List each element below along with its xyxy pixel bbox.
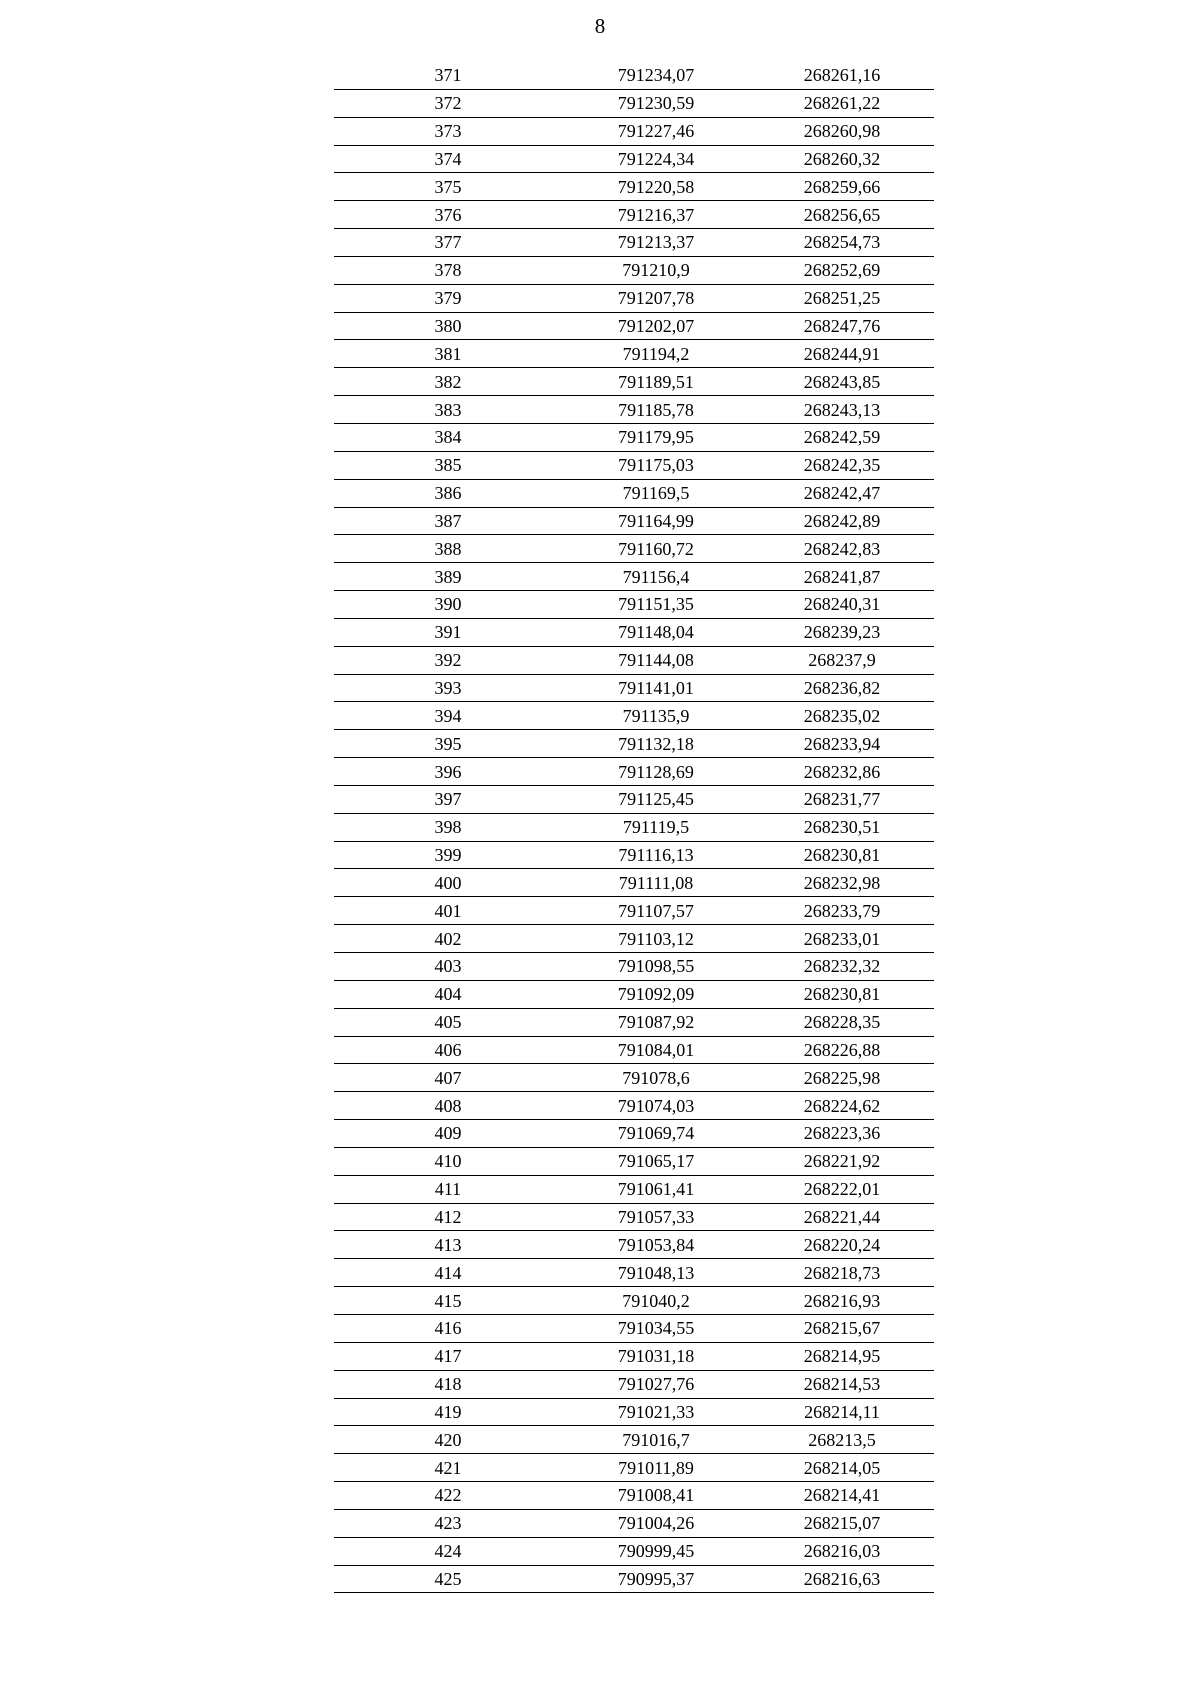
x-coordinate-cell: 791164,99 [562, 507, 750, 535]
table-row [334, 1008, 934, 1036]
table-row [334, 897, 934, 925]
point-number-cell: 421 [334, 1454, 562, 1482]
table-row [334, 618, 934, 646]
table-row [334, 1565, 934, 1593]
y-coordinate-cell: 268221,92 [750, 1147, 934, 1175]
y-coordinate-cell: 268235,02 [750, 702, 934, 730]
x-coordinate-cell: 791156,4 [562, 563, 750, 591]
table-row [334, 1426, 934, 1454]
table-row [334, 1231, 934, 1259]
point-number-cell: 379 [334, 284, 562, 312]
x-coordinate-cell: 791194,2 [562, 340, 750, 368]
point-number-cell: 388 [334, 535, 562, 563]
table-row [334, 1175, 934, 1203]
y-coordinate-cell: 268247,76 [750, 312, 934, 340]
x-coordinate-cell: 791004,26 [562, 1509, 750, 1537]
y-coordinate-cell: 268213,5 [750, 1426, 934, 1454]
y-coordinate-cell: 268230,51 [750, 813, 934, 841]
point-number-cell: 396 [334, 758, 562, 786]
point-number-cell: 408 [334, 1092, 562, 1120]
y-coordinate-cell: 268260,98 [750, 117, 934, 145]
x-coordinate-cell: 791189,51 [562, 368, 750, 396]
y-coordinate-cell: 268214,95 [750, 1342, 934, 1370]
x-coordinate-cell: 791057,33 [562, 1203, 750, 1231]
x-coordinate-cell: 791098,55 [562, 953, 750, 981]
table-row [334, 340, 934, 368]
y-coordinate-cell: 268214,53 [750, 1370, 934, 1398]
x-coordinate-cell: 791144,08 [562, 646, 750, 674]
point-number-cell: 376 [334, 201, 562, 229]
y-coordinate-cell: 268216,93 [750, 1287, 934, 1315]
y-coordinate-cell: 268232,98 [750, 869, 934, 897]
table-row [334, 423, 934, 451]
x-coordinate-cell: 791103,12 [562, 925, 750, 953]
x-coordinate-cell: 791087,92 [562, 1008, 750, 1036]
y-coordinate-cell: 268220,24 [750, 1231, 934, 1259]
point-number-cell: 373 [334, 117, 562, 145]
y-coordinate-cell: 268242,59 [750, 423, 934, 451]
x-coordinate-cell: 791092,09 [562, 980, 750, 1008]
table-row [334, 89, 934, 117]
table-row [334, 256, 934, 284]
table-row [334, 1036, 934, 1064]
y-coordinate-cell: 268216,63 [750, 1565, 934, 1593]
y-coordinate-cell: 268244,91 [750, 340, 934, 368]
x-coordinate-cell: 791040,2 [562, 1287, 750, 1315]
point-number-cell: 404 [334, 980, 562, 1008]
table-row [334, 758, 934, 786]
table-row [334, 1287, 934, 1315]
y-coordinate-cell: 268252,69 [750, 256, 934, 284]
point-number-cell: 417 [334, 1342, 562, 1370]
table-row [334, 173, 934, 201]
x-coordinate-cell: 791227,46 [562, 117, 750, 145]
point-number-cell: 419 [334, 1398, 562, 1426]
x-coordinate-cell: 791210,9 [562, 256, 750, 284]
point-number-cell: 411 [334, 1175, 562, 1203]
x-coordinate-cell: 791128,69 [562, 758, 750, 786]
y-coordinate-cell: 268232,32 [750, 953, 934, 981]
y-coordinate-cell: 268237,9 [750, 646, 934, 674]
table-row [334, 396, 934, 424]
table-row [334, 1398, 934, 1426]
table-row [334, 1064, 934, 1092]
x-coordinate-cell: 791048,13 [562, 1259, 750, 1287]
y-coordinate-cell: 268221,44 [750, 1203, 934, 1231]
y-coordinate-cell: 268242,47 [750, 479, 934, 507]
point-number-cell: 401 [334, 897, 562, 925]
point-number-cell: 380 [334, 312, 562, 340]
point-number-cell: 409 [334, 1120, 562, 1148]
x-coordinate-cell: 791084,01 [562, 1036, 750, 1064]
table-row [334, 229, 934, 257]
table-row [334, 980, 934, 1008]
y-coordinate-cell: 268214,11 [750, 1398, 934, 1426]
page-number: 8 [594, 14, 606, 38]
x-coordinate-cell: 791034,55 [562, 1314, 750, 1342]
table-row [334, 925, 934, 953]
point-number-cell: 418 [334, 1370, 562, 1398]
y-coordinate-cell: 268254,73 [750, 229, 934, 257]
table-row [334, 813, 934, 841]
x-coordinate-cell: 791074,03 [562, 1092, 750, 1120]
x-coordinate-cell: 791031,18 [562, 1342, 750, 1370]
point-number-cell: 390 [334, 591, 562, 619]
y-coordinate-cell: 268259,66 [750, 173, 934, 201]
x-coordinate-cell: 791011,89 [562, 1454, 750, 1482]
table-row [334, 451, 934, 479]
y-coordinate-cell: 268232,86 [750, 758, 934, 786]
y-coordinate-cell: 268216,03 [750, 1537, 934, 1565]
y-coordinate-cell: 268261,22 [750, 89, 934, 117]
point-number-cell: 397 [334, 785, 562, 813]
y-coordinate-cell: 268223,36 [750, 1120, 934, 1148]
y-coordinate-cell: 268214,41 [750, 1482, 934, 1510]
table-row [334, 702, 934, 730]
table-row [334, 535, 934, 563]
table-row [334, 1342, 934, 1370]
point-number-cell: 383 [334, 396, 562, 424]
y-coordinate-cell: 268233,01 [750, 925, 934, 953]
y-coordinate-cell: 268230,81 [750, 841, 934, 869]
table-row [334, 368, 934, 396]
coordinates-table-body [334, 62, 934, 1593]
table-row [334, 785, 934, 813]
x-coordinate-cell: 791027,76 [562, 1370, 750, 1398]
table-row [334, 841, 934, 869]
y-coordinate-cell: 268261,16 [750, 62, 934, 89]
table-row [334, 1259, 934, 1287]
table-row [334, 1370, 934, 1398]
y-coordinate-cell: 268214,05 [750, 1454, 934, 1482]
point-number-cell: 398 [334, 813, 562, 841]
point-number-cell: 382 [334, 368, 562, 396]
y-coordinate-cell: 268236,82 [750, 674, 934, 702]
x-coordinate-cell: 791207,78 [562, 284, 750, 312]
coordinates-table [334, 62, 934, 1593]
y-coordinate-cell: 268240,31 [750, 591, 934, 619]
point-number-cell: 384 [334, 423, 562, 451]
point-number-cell: 424 [334, 1537, 562, 1565]
table-row [334, 646, 934, 674]
y-coordinate-cell: 268230,81 [750, 980, 934, 1008]
y-coordinate-cell: 268226,88 [750, 1036, 934, 1064]
point-number-cell: 410 [334, 1147, 562, 1175]
point-number-cell: 425 [334, 1565, 562, 1593]
point-number-cell: 392 [334, 646, 562, 674]
point-number-cell: 386 [334, 479, 562, 507]
x-coordinate-cell: 791148,04 [562, 618, 750, 646]
point-number-cell: 374 [334, 145, 562, 173]
point-number-cell: 371 [334, 62, 562, 89]
point-number-cell: 372 [334, 89, 562, 117]
x-coordinate-cell: 791053,84 [562, 1231, 750, 1259]
x-coordinate-cell: 791185,78 [562, 396, 750, 424]
point-number-cell: 402 [334, 925, 562, 953]
point-number-cell: 416 [334, 1314, 562, 1342]
y-coordinate-cell: 268233,94 [750, 730, 934, 758]
table-row [334, 953, 934, 981]
table-row [334, 869, 934, 897]
x-coordinate-cell: 791125,45 [562, 785, 750, 813]
y-coordinate-cell: 268222,01 [750, 1175, 934, 1203]
point-number-cell: 407 [334, 1064, 562, 1092]
x-coordinate-cell: 791061,41 [562, 1175, 750, 1203]
x-coordinate-cell: 791008,41 [562, 1482, 750, 1510]
point-number-cell: 413 [334, 1231, 562, 1259]
y-coordinate-cell: 268251,25 [750, 284, 934, 312]
table-row [334, 730, 934, 758]
y-coordinate-cell: 268242,35 [750, 451, 934, 479]
table-row [334, 1147, 934, 1175]
x-coordinate-cell: 791065,17 [562, 1147, 750, 1175]
table-row [334, 1314, 934, 1342]
y-coordinate-cell: 268260,32 [750, 145, 934, 173]
x-coordinate-cell: 791216,37 [562, 201, 750, 229]
point-number-cell: 412 [334, 1203, 562, 1231]
y-coordinate-cell: 268233,79 [750, 897, 934, 925]
table-row [334, 117, 934, 145]
y-coordinate-cell: 268256,65 [750, 201, 934, 229]
table-row [334, 201, 934, 229]
point-number-cell: 375 [334, 173, 562, 201]
y-coordinate-cell: 268215,67 [750, 1314, 934, 1342]
x-coordinate-cell: 791169,5 [562, 479, 750, 507]
x-coordinate-cell: 791135,9 [562, 702, 750, 730]
x-coordinate-cell: 791069,74 [562, 1120, 750, 1148]
x-coordinate-cell: 791141,01 [562, 674, 750, 702]
y-coordinate-cell: 268215,07 [750, 1509, 934, 1537]
y-coordinate-cell: 268218,73 [750, 1259, 934, 1287]
x-coordinate-cell: 791132,18 [562, 730, 750, 758]
y-coordinate-cell: 268224,62 [750, 1092, 934, 1120]
table-row [334, 507, 934, 535]
x-coordinate-cell: 791224,34 [562, 145, 750, 173]
x-coordinate-cell: 791111,08 [562, 869, 750, 897]
table-row [334, 284, 934, 312]
table-row [334, 1509, 934, 1537]
y-coordinate-cell: 268243,13 [750, 396, 934, 424]
x-coordinate-cell: 791078,6 [562, 1064, 750, 1092]
point-number-cell: 415 [334, 1287, 562, 1315]
x-coordinate-cell: 791202,07 [562, 312, 750, 340]
point-number-cell: 389 [334, 563, 562, 591]
x-coordinate-cell: 790995,37 [562, 1565, 750, 1593]
table-row [334, 563, 934, 591]
point-number-cell: 387 [334, 507, 562, 535]
x-coordinate-cell: 790999,45 [562, 1537, 750, 1565]
y-coordinate-cell: 268228,35 [750, 1008, 934, 1036]
x-coordinate-cell: 791151,35 [562, 591, 750, 619]
y-coordinate-cell: 268239,23 [750, 618, 934, 646]
point-number-cell: 400 [334, 869, 562, 897]
y-coordinate-cell: 268243,85 [750, 368, 934, 396]
point-number-cell: 377 [334, 229, 562, 257]
table-row [334, 1203, 934, 1231]
x-coordinate-cell: 791021,33 [562, 1398, 750, 1426]
point-number-cell: 399 [334, 841, 562, 869]
x-coordinate-cell: 791230,59 [562, 89, 750, 117]
point-number-cell: 378 [334, 256, 562, 284]
table-row [334, 1537, 934, 1565]
point-number-cell: 423 [334, 1509, 562, 1537]
table-row [334, 591, 934, 619]
point-number-cell: 393 [334, 674, 562, 702]
point-number-cell: 394 [334, 702, 562, 730]
point-number-cell: 391 [334, 618, 562, 646]
y-coordinate-cell: 268242,89 [750, 507, 934, 535]
y-coordinate-cell: 268241,87 [750, 563, 934, 591]
x-coordinate-cell: 791175,03 [562, 451, 750, 479]
x-coordinate-cell: 791179,95 [562, 423, 750, 451]
point-number-cell: 395 [334, 730, 562, 758]
point-number-cell: 414 [334, 1259, 562, 1287]
table-row [334, 312, 934, 340]
table-row [334, 1092, 934, 1120]
x-coordinate-cell: 791220,58 [562, 173, 750, 201]
table-row [334, 62, 934, 89]
x-coordinate-cell: 791107,57 [562, 897, 750, 925]
point-number-cell: 422 [334, 1482, 562, 1510]
table-row [334, 479, 934, 507]
x-coordinate-cell: 791119,5 [562, 813, 750, 841]
point-number-cell: 381 [334, 340, 562, 368]
y-coordinate-cell: 268242,83 [750, 535, 934, 563]
y-coordinate-cell: 268225,98 [750, 1064, 934, 1092]
y-coordinate-cell: 268231,77 [750, 785, 934, 813]
table-row [334, 674, 934, 702]
point-number-cell: 385 [334, 451, 562, 479]
point-number-cell: 403 [334, 953, 562, 981]
x-coordinate-cell: 791016,7 [562, 1426, 750, 1454]
x-coordinate-cell: 791213,37 [562, 229, 750, 257]
x-coordinate-cell: 791116,13 [562, 841, 750, 869]
point-number-cell: 406 [334, 1036, 562, 1064]
table-row [334, 1454, 934, 1482]
table-row [334, 1482, 934, 1510]
x-coordinate-cell: 791234,07 [562, 62, 750, 89]
point-number-cell: 420 [334, 1426, 562, 1454]
x-coordinate-cell: 791160,72 [562, 535, 750, 563]
point-number-cell: 405 [334, 1008, 562, 1036]
table-row [334, 145, 934, 173]
table-row [334, 1120, 934, 1148]
